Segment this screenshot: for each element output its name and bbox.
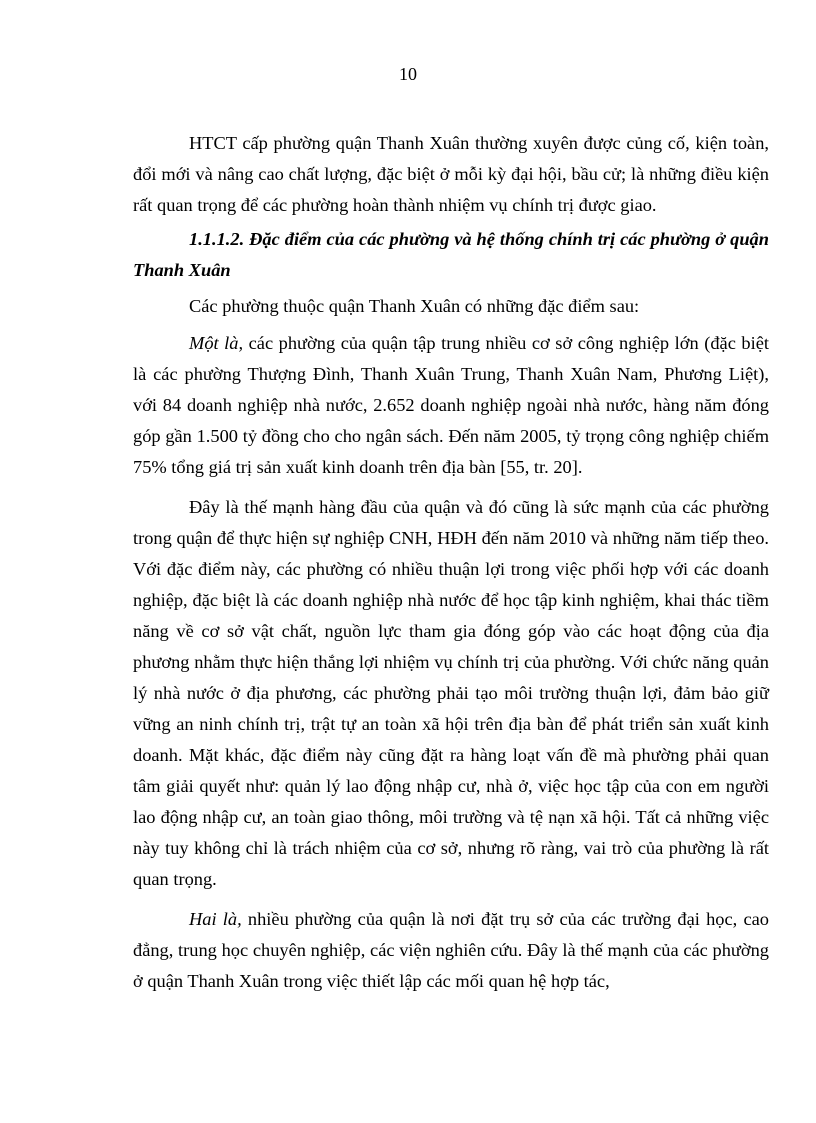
page-number: 10 <box>399 64 417 84</box>
paragraph-day-la: Đây là thế mạnh hàng đầu của quận và đó cũng là sức mạnh của các phường trong quận để thực hiện sự nghiệp CNH, HĐH đến năm 2010 và những năm tiếp theo. Với đặc điểm này, các phường có nhiều thuận lợi trong việc phối hợp với các doanh nghiệp, đặc biệt là các doanh nghiệp nhà nước để học tập kinh nghiệm, khai thác tiềm năng về cơ sở vật chất, nguồn lực tham gia đóng góp vào các hoạt động của địa phương nhằm thực hiện thắng lợi nhiệm vụ chính trị của phường. Với chức năng quản lý nhà nước ở địa phương, các phường phải tạo môi trường thuận lợi, đảm bảo giữ vững an ninh chính trị, trật tự an toàn xã hội trên địa bàn để phát triển sản xuất kinh doanh. Mặt khác, đặc điểm này cũng đặt ra hàng loạt vấn đề mà phường phải quan tâm giải quyết như: quản lý lao động nhập cư, nhà ở, việc học tập của con em người lao động nhập cư, an toàn giao thông, môi trường và tệ nạn xã hội. Tất cả những việc này tuy không chỉ là trách nhiệm của cơ sở, nhưng rõ ràng, vai trò của phường là rất quan trọng. <box>133 497 769 889</box>
paragraph-hai-la <box>133 904 769 997</box>
paragraph-hai-la-text: nhiều phường của quận là nơi đặt trụ sở của các trường đại học, cao đẳng, trung học chuyên nghiệp, các viện nghiên cứu. Đây là thế mạnh của các phường ở quận Thanh Xuân trong việc thiết lập các mối quan hệ hợp tác, <box>133 909 769 991</box>
paragraph-htct: HTCT cấp phường quận Thanh Xuân thường xuyên được củng cố, kiện toàn, đổi mới và nâng cao chất lượng, đặc biệt ở mỗi kỳ đại hội, bầu cử; là những điều kiện rất quan trọng để các phường hoàn thành nhiệm vụ chính trị được giao. <box>133 133 769 215</box>
paragraph-mot-la <box>133 328 769 483</box>
section-heading: 1.1.1.2. Đặc điểm của các phường và hệ thống chính trị các phường ở quận Thanh Xuân <box>133 229 769 280</box>
paragraph-mot-la-text: các phường của quận tập trung nhiều cơ sở công nghiệp lớn (đặc biệt là các phường Thượng Đình, Thanh Xuân Trung, Thanh Xuân Nam, Phương Liệt), với 84 doanh nghiệp nhà nước, 2.652 doanh nghiệp ngoài nhà nước, hàng năm đóng góp gần 1.500 tỷ đồng cho cho ngân sách. Đến năm 2005, tỷ trọng công nghiệp chiếm 75% tổng giá trị sản xuất kinh doanh trên địa bàn [55, tr. 20]. <box>133 333 769 477</box>
paragraph-hai-la-lead: Hai là, <box>189 909 242 929</box>
paragraph-mot-la-lead: Một là, <box>189 333 244 353</box>
document-body <box>133 128 769 997</box>
paragraph-intro: Các phường thuộc quận Thanh Xuân có những đặc điểm sau: <box>189 296 640 316</box>
